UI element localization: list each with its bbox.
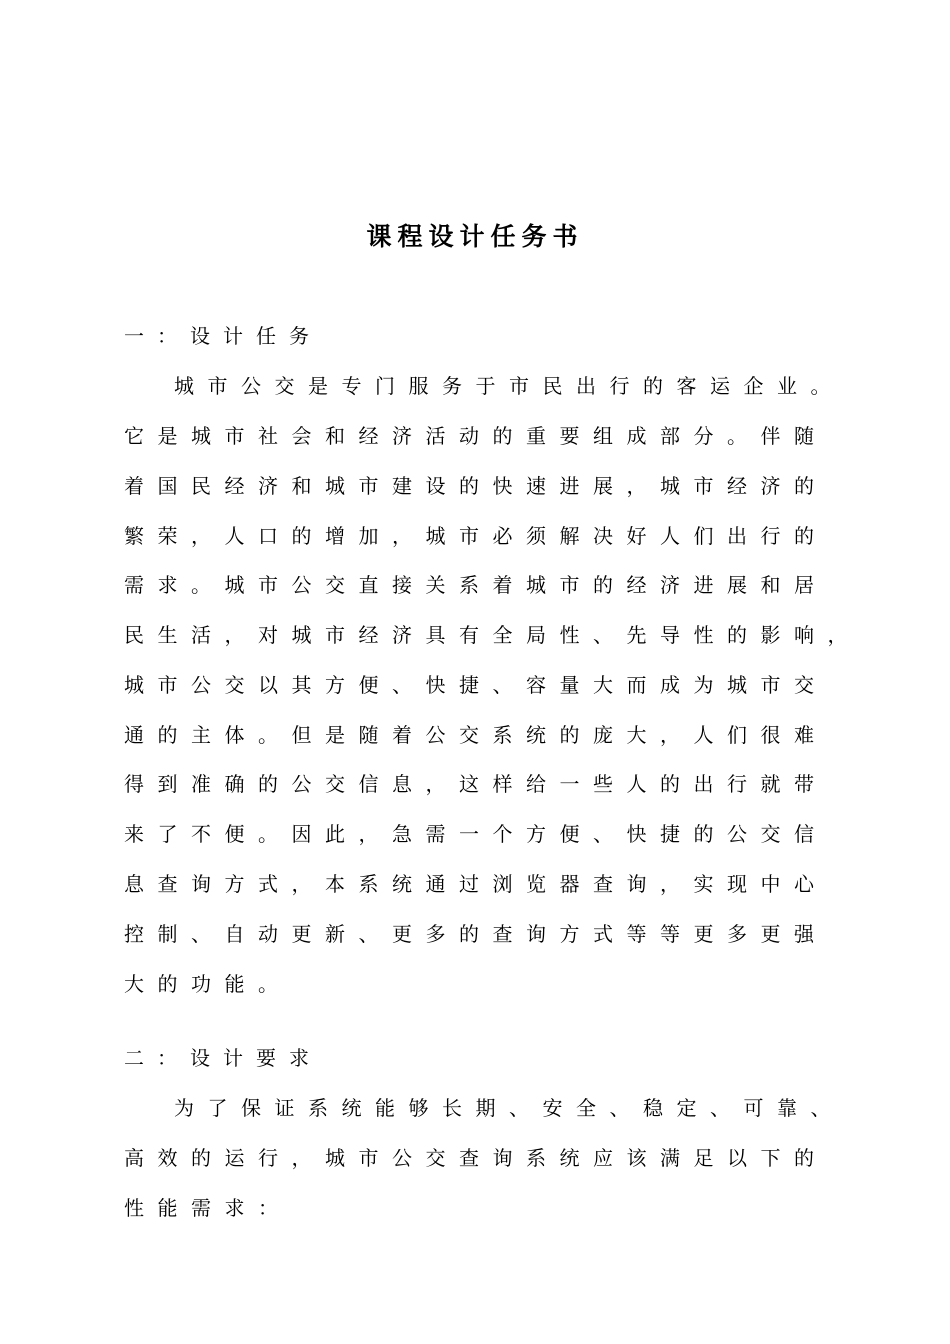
paragraph-line: 性能需求： xyxy=(124,1196,292,1220)
paragraph-line: 高效的运行，城市公交查询系统应该满足以下的 xyxy=(124,1146,828,1170)
paragraph-line: 大的功能。 xyxy=(124,972,292,996)
paragraph-line: 城市公交以其方便、快捷、容量大而成为城市交 xyxy=(124,673,828,697)
paragraph-line: 来了不便。因此，急需一个方便、快捷的公交信 xyxy=(124,822,828,846)
paragraph-line: 通的主体。但是随着公交系统的庞大，人们很难 xyxy=(124,723,828,747)
paragraph-line: 民生活，对城市经济具有全局性、先导性的影响， xyxy=(124,623,861,647)
paragraph-line: 它是城市社会和经济活动的重要组成部分。伴随 xyxy=(124,424,828,448)
section-heading-design-task: 一：设计任务 xyxy=(124,324,322,348)
section-heading-design-requirements: 二：设计要求 xyxy=(124,1046,322,1070)
paragraph-line: 需求。城市公交直接关系着城市的经济进展和居 xyxy=(124,573,828,597)
paragraph-line: 控制、自动更新、更多的查询方式等等更多更强 xyxy=(124,922,828,946)
paragraph-line: 息查询方式，本系统通过浏览器查询，实现中心 xyxy=(124,872,828,896)
paragraph-line: 繁荣，人口的增加，城市必须解决好人们出行的 xyxy=(124,524,828,548)
paragraph-line: 得到准确的公交信息，这样给一些人的出行就带 xyxy=(124,772,828,796)
paragraph-line: 为了保证系统能够长期、安全、稳定、可靠、 xyxy=(174,1096,844,1120)
paragraph-line: 着国民经济和城市建设的快速进展，城市经济的 xyxy=(124,474,828,498)
document-title: 课程设计任务书 xyxy=(366,222,584,251)
paragraph-line: 城市公交是专门服务于市民出行的客运企业。 xyxy=(174,374,844,398)
